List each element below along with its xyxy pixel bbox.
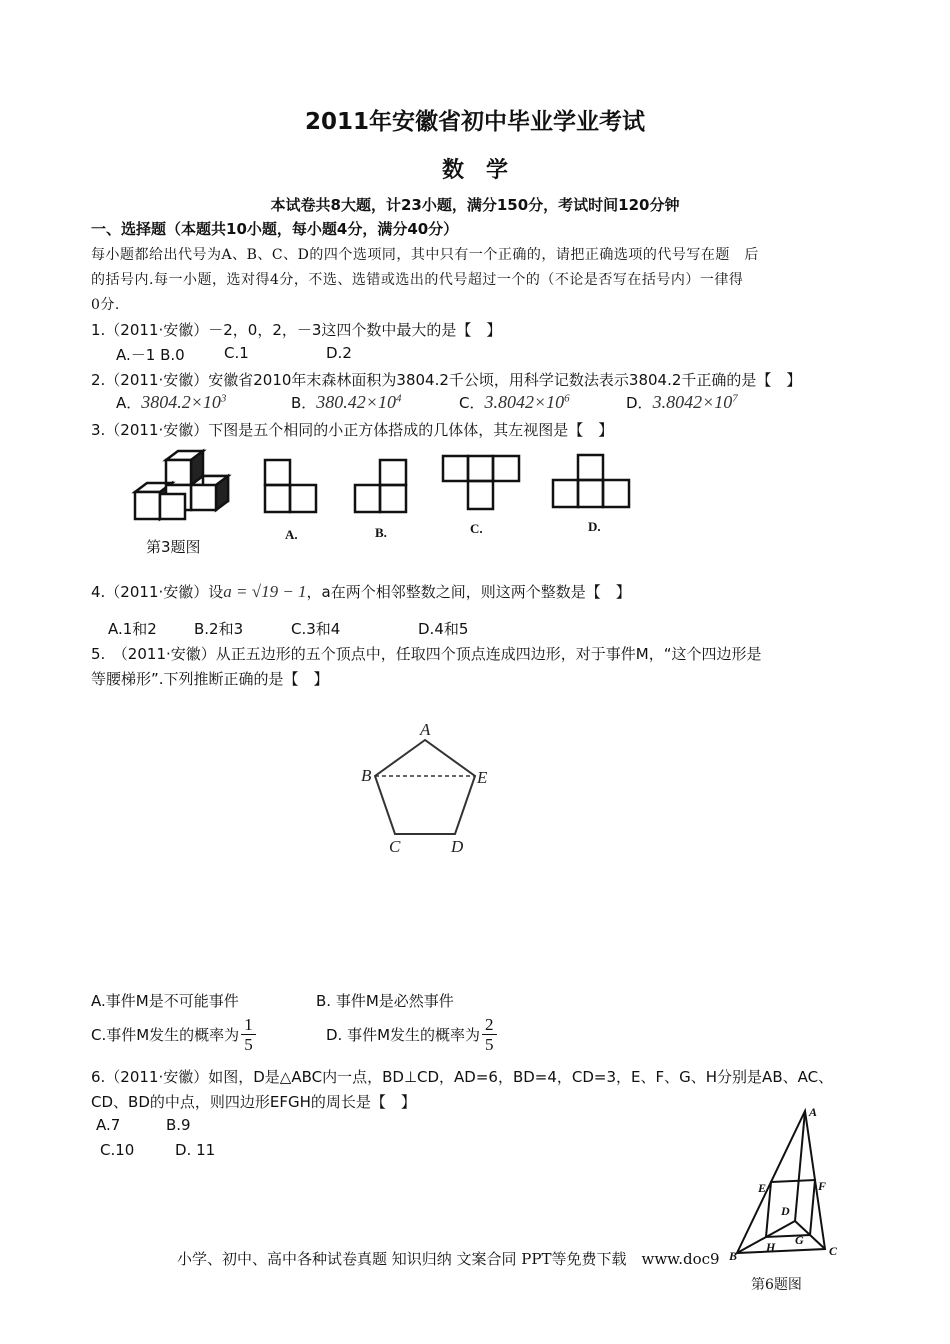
q5-stem-line-2: 等腰梯形”.下列推断正确的是【 】 <box>91 670 329 688</box>
q3-option-b-figure <box>350 455 412 517</box>
q1-option-ab: A.－1 B.0 <box>116 346 185 364</box>
q3-option-d-figure <box>548 450 634 512</box>
q3-option-d-label: D. <box>588 519 601 534</box>
q3-caption: 第3题图 <box>146 538 201 556</box>
footer-text: 小学、初中、高中各种试卷真题 知识归纳 文案合同 PPT等免费下载 www.doc9 <box>177 1250 720 1268</box>
label-e: E <box>758 1181 767 1195</box>
label-d: D <box>781 1204 790 1218</box>
q3-option-a-label: A. <box>285 527 298 542</box>
cube-top-front <box>166 460 191 485</box>
q2-option-a: A．$3804.2\times 10^3$ <box>116 392 227 412</box>
q2-option-d: D．$3.8042\times 10^7$ <box>626 392 738 412</box>
q4-option-d: D.4和5 <box>418 620 469 638</box>
cube-left-front <box>135 492 160 519</box>
q1-option-d: D.2 <box>326 344 352 362</box>
label-g: G <box>795 1233 804 1247</box>
section-heading: 一、选择题（本题共10小题，每小题4分，满分40分） <box>91 220 459 238</box>
q4-stem: 4.（2011·安徽）设a = √19 − 1，a在两个相邻整数之间，则这两个整数是【 】 <box>91 582 631 601</box>
label-f: F <box>818 1179 827 1193</box>
q1-stem: 1.（2011·安徽）－2，0，2，－3这四个数中最大的是【 】 <box>91 321 502 339</box>
q6-option-c: C.10 <box>100 1141 135 1159</box>
cube-front <box>160 494 185 519</box>
q6-stem-line-1: 6.（2011·安徽）如图，D是△ABC内一点，BD⊥CD，AD=6，BD=4，CD=3，E、F、G、H分别是AB、AC、 <box>91 1068 834 1086</box>
q6-triangle-figure <box>725 1103 845 1265</box>
q4-option-c: C.3和4 <box>291 620 341 638</box>
pentagon <box>375 740 475 834</box>
q2-option-b: B．$380.42\times 10^4$ <box>291 392 402 412</box>
q2-option-c: C．$3.8042\times 10^6$ <box>459 392 570 412</box>
exam-title: 2011年安徽省初中毕业学业考试 <box>304 109 645 135</box>
vertex-e: E <box>477 768 488 787</box>
q3-option-c-label: C. <box>470 521 483 536</box>
q6-option-b: B.9 <box>166 1116 191 1134</box>
instruction-line-1: 每小题都给出代号为A、B、C、D的四个选项同，其中只有一个正确的，请把正确选项的代号写在题 后 <box>91 247 759 263</box>
q3-option-c-figure <box>438 451 524 513</box>
instruction-line-2: 的括号内.每一小题，选对得4分，不选、选错或选出的代号超过一个的（不论是否写在括号内）一律得 <box>91 272 744 288</box>
q6-caption: 第6题图 <box>751 1277 802 1293</box>
q5-option-c: C.事件M发生的概率为 $\frac{1}{5}$ <box>91 1015 256 1054</box>
q5-stem-line-1: 5. （2011·安徽）从正五边形的五个顶点中，任取四个顶点连成四边形，对于事件M，“这个四边形是 <box>91 645 762 663</box>
instruction-line-3: 0分. <box>91 297 120 313</box>
label-b: B <box>729 1249 738 1263</box>
q3-option-b-label: B. <box>375 525 387 540</box>
vertex-d: D <box>451 837 464 856</box>
vertex-c: C <box>389 837 401 856</box>
vertex-b: B <box>361 766 372 785</box>
label-a: A <box>809 1105 818 1119</box>
q5-option-b: B. 事件M是必然事件 <box>316 992 454 1010</box>
q1-option-c: C.1 <box>224 344 249 362</box>
q6-stem-line-2: CD、BD的中点，则四边形EFGH的周长是【 】 <box>91 1093 416 1111</box>
q3-option-a-figure <box>260 455 322 517</box>
q4-option-b: B.2和3 <box>194 620 244 638</box>
vertex-a: A <box>420 720 431 739</box>
q6-option-d: D. 11 <box>175 1141 216 1159</box>
q3-stem: 3.（2011·安徽）下图是五个相同的小正方体搭成的几体体，其左视图是【 】 <box>91 421 614 439</box>
q2-stem: 2.（2011·安徽）安徽省2010年末森林面积为3804.2千公顷，用科学记数法表示3804.2千正确的是【 】 <box>91 371 802 389</box>
label-h: H <box>766 1240 776 1254</box>
q5-pentagon-figure <box>355 718 505 858</box>
quad-efgh <box>766 1180 815 1237</box>
subject-title: 数 学 <box>441 158 508 183</box>
label-c: C <box>829 1244 838 1258</box>
exam-info: 本试卷共8大题，计23小题，满分150分，考试时间120分钟 <box>270 196 680 214</box>
q4-expression: a = √19 − 1 <box>223 582 307 601</box>
q6-option-a: A.7 <box>96 1116 121 1134</box>
q5-option-a: A.事件M是不可能事件 <box>91 992 239 1010</box>
q4-option-a: A.1和2 <box>108 620 157 638</box>
q5-option-d: D. 事件M发生的概率为 $\frac{2}{5}$ <box>326 1015 497 1054</box>
cube-right-front <box>191 485 216 510</box>
q3-cube-figure <box>128 448 238 528</box>
